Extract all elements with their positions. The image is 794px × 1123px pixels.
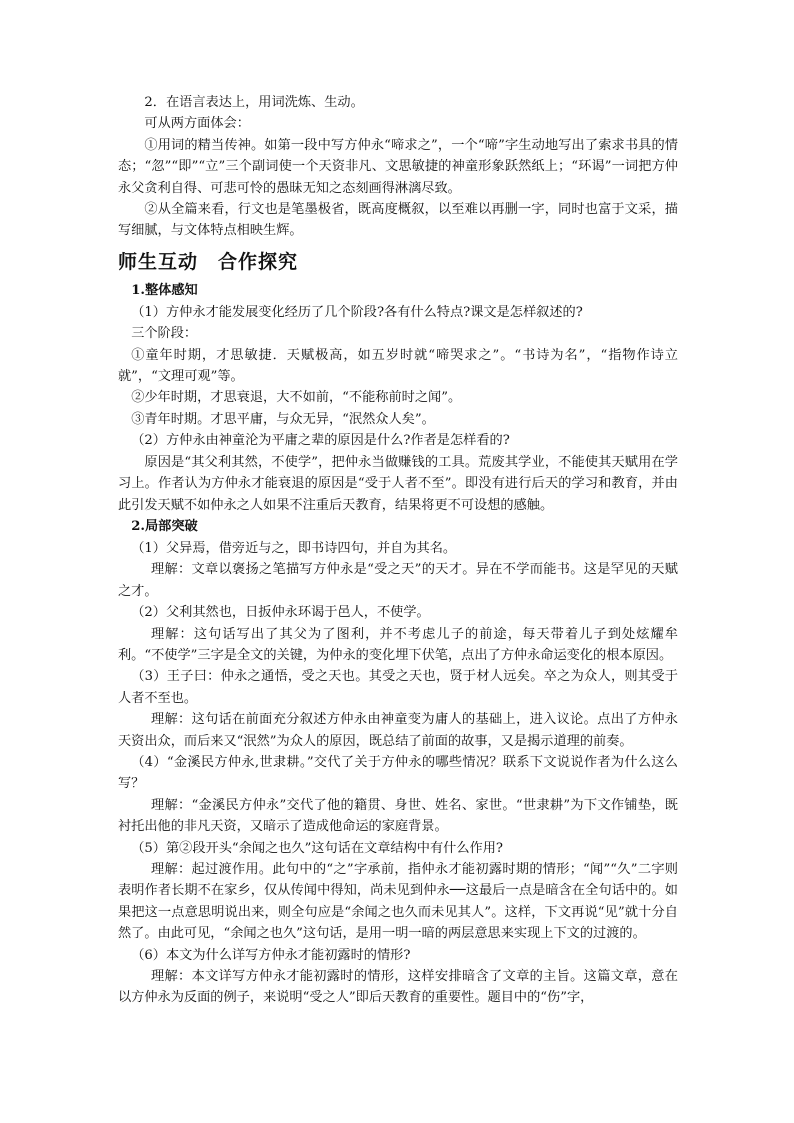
answer: 理解：这句话在前面充分叙述方仲永由神童变为庸人的基础上，进入议论。点出了方仲永天资出众，而后来又“泯然”为众人的原因，既总结了前面的故事，又是揭示道理的前奏。 bbox=[118, 712, 678, 749]
answer: 理解：这句话写出了其父为了图利，并不考虑儿子的前途，每天带着儿子到处炫耀牟利。“不使学”三字是全文的关键，为仲永的变化埋下伏笔，点出了方仲永命运变化的根本原因。 bbox=[118, 626, 678, 663]
question: （2）方仲永由神童沦为平庸之辈的原因是什么?作者是怎样看的? bbox=[131, 433, 510, 449]
paragraph: ①用词的精当传神。如第一段中写方仲永“啼求之”，一个“啼”字生动地写出了索求书具的情态；“忽”“即”“立”三个副词使一个天资非凡、文思敏捷的神童形象跃然纸上；“环谒”一词把方仲永父贪利自得、可悲可怜的愚昧无知之态刻画得淋漓尽致。 bbox=[118, 137, 678, 196]
section-heading: 师生互动 合作探究 bbox=[118, 250, 299, 273]
paragraph: 可从两方面体会： bbox=[144, 116, 250, 132]
paragraph: ①童年时期，才思敏捷．天赋极高，如五岁时就“啼哭求之”。“书诗为名”，“指物作诗立就”，“文理可观”等。 bbox=[118, 347, 678, 385]
subsection-heading: 1.整体感知 bbox=[131, 282, 198, 298]
subsection-heading: 2.局部突破 bbox=[131, 518, 198, 534]
paragraph: 2．在语言表达上，用词洗炼、生动。 bbox=[144, 95, 364, 110]
answer: 理解：起过渡作用。此句中的“之”字承前，指仲永才能初露时期的情形；“闻”“久”二字则表明作者长期不在家乡，仅从传闻中得知，尚未见到仲永──这最后一点是暗含在全句话中的。如果把这一点意思明说出来，则全句应是“余闻之也久而未见其人”。这样，下文再说“见”就十分自然了。由此可见，“余闻之也久”这句话，是用一明一暗的两层意思来实现上下文的过渡的。 bbox=[118, 862, 678, 942]
question: （5）第②段开头“余闻之也久”这句话在文章结构中有什么作用? bbox=[131, 840, 504, 856]
paragraph: ②少年时期，才思衰退，大不如前，“不能称前时之闻”。 bbox=[131, 390, 462, 406]
paragraph: 三个阶段： bbox=[131, 326, 198, 342]
question: （1）父异焉，借旁近与之，即书诗四句，并自为其名。 bbox=[131, 540, 457, 556]
question: （1）方仲永才能发展变化经历了几个阶段?各有什么特点?课文是怎样叙述的? bbox=[131, 304, 583, 320]
document-page bbox=[118, 92, 678, 1009]
question: （6）本文为什么详写方仲永才能初露时的情形? bbox=[131, 947, 411, 963]
paragraph: ③青年时期。才思平庸，与众无异，“泯然众人矣”。 bbox=[131, 411, 435, 427]
question: （3）王子曰：仲永之通悟，受之天也。其受之天也，贤于材人远矣。卒之为众人，则其受于人者不至也。 bbox=[118, 669, 678, 706]
answer: 理解：本文详写方仲永才能初露时的情形，这样安排暗含了文章的主旨。这篇文章，意在以方仲永为反面的例子，来说明“受之人”即后天教育的重要性。题目中的“伤”字， bbox=[118, 969, 678, 1006]
question: （4）“金溪民方仲永,世隶耕。”交代了关于方仲永的哪些情况？联系下文说说作者为什么这么写？ bbox=[118, 754, 678, 792]
answer: 理解：“金溪民方仲永”交代了他的籍贯、身世、姓名、家世。“世隶耕”为下文作铺垫，既衬托出他的非凡天资，又暗示了造成他命运的家庭背景。 bbox=[118, 797, 678, 835]
answer: 理解：文章以褒扬之笔描写方仲永是“受之天”的天才。异在不学而能书。这是罕见的天赋之才。 bbox=[118, 562, 678, 599]
paragraph: 原因是“其父利其然，不使学”，把仲永当做赚钱的工具。荒废其学业，不能使其天赋用在学习上。作者认为方仲永才能衰退的原因是“受于人者不至”。即没有进行后天的学习和教育，并由此引发天赋不如仲永之人如果不注重后天教育，结果将更不可设想的感触。 bbox=[118, 454, 678, 513]
paragraph: ②从全篇来看，行文也是笔墨极省，既高度概叙，以至难以再删一字，同时也富于文采，描写细腻，与文体特点相映生辉。 bbox=[118, 202, 678, 239]
question: （2）父利其然也，日扳仲永环谒于邑人，不使学。 bbox=[131, 605, 430, 621]
